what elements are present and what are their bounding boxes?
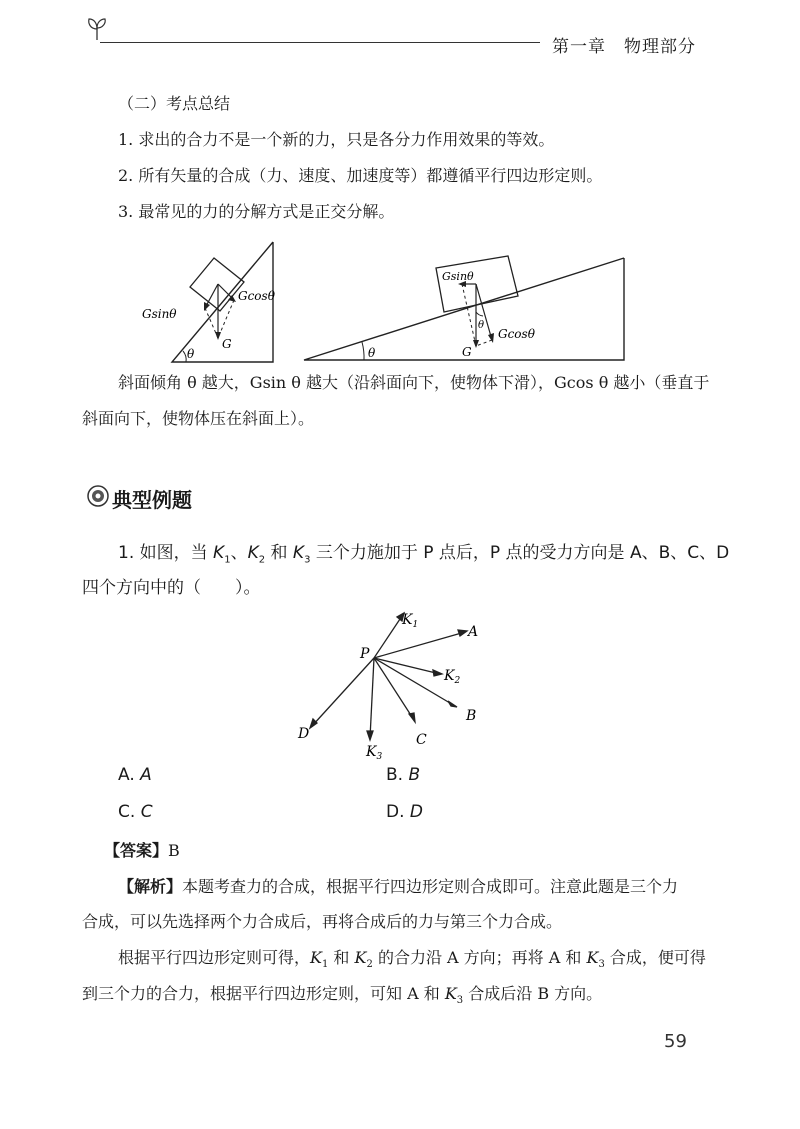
answer (104, 838, 180, 861)
option-key: C. (118, 802, 136, 822)
label-g: G (462, 345, 472, 359)
option-key: D. (386, 802, 405, 822)
option-b[interactable] (386, 765, 420, 785)
incline-note-line-1: 斜面倾角 θ 越大，Gsin θ 越大（沿斜面向下，使物体下滑），Gcos θ 越小（垂直于 (118, 373, 710, 392)
analysis-text: 到三个力的合力，根据平行四边形定则，可知 A 和 (82, 984, 445, 1003)
point-p-label: P (360, 646, 370, 662)
question-text: 三个力施加于 P 点后，P 点的受力方向是 A、B、C、D (310, 543, 730, 563)
incline-diagram-steep (140, 238, 290, 368)
label-theta-inner: θ (478, 320, 485, 331)
analysis-line-2: 合成，可以先选择两个力合成后，再将合成后的力与第三个力合成。 (82, 912, 563, 931)
summary-point-2: 2. 所有矢量的合成（力、速度、加速度等）都遵循平行四边形定则。 (118, 166, 603, 185)
examples-heading: 典型例题 (112, 488, 192, 512)
analysis-text: 合成后沿 B 方向。 (463, 984, 603, 1003)
option-value: A (140, 765, 152, 785)
option-value: C (140, 802, 153, 822)
chapter-title: 第一章 物理部分 (552, 37, 696, 57)
leaf-logo-icon (86, 16, 108, 42)
option-key: A. (118, 765, 135, 785)
answer-label: 【答案】 (104, 841, 169, 860)
k1-subscript: 1 (224, 554, 231, 566)
k1-subscript: 1 (321, 959, 329, 971)
analysis-text: 根据平行四边形定则可得， (118, 948, 311, 967)
analysis-line-4 (82, 982, 602, 1013)
label-theta: θ (187, 347, 195, 361)
analysis-line-1 (118, 875, 678, 899)
label-gsin: Gsinθ (142, 307, 177, 321)
option-c[interactable] (118, 802, 153, 822)
option-value: D (409, 802, 423, 822)
header-rule (100, 42, 540, 43)
option-key: B. (386, 765, 404, 785)
k1-symbol: K (310, 948, 322, 967)
analysis-text: 合成，便可得 (604, 948, 706, 967)
k2-symbol: K (247, 543, 259, 563)
k2-subscript: 2 (258, 554, 266, 566)
answer-value: B (168, 841, 180, 860)
option-a[interactable] (118, 765, 152, 785)
option-value: B (408, 765, 421, 785)
vector-k3 (370, 658, 374, 738)
k2-symbol: K (354, 948, 367, 967)
label-gsin: Gsinθ (442, 270, 474, 283)
analysis-label: 【解析】 (118, 877, 183, 896)
k3-symbol: K (444, 984, 457, 1003)
separator: 、 (230, 543, 248, 563)
k3-symbol: K (586, 948, 599, 967)
incline-note-line-2: 斜面向下，使物体压在斜面上）。 (82, 409, 315, 428)
summary-point-3: 3. 最常见的力的分解方式是正交分解。 (118, 202, 395, 221)
label-k1: $K_1$ (402, 612, 419, 630)
label-b: B (466, 708, 477, 724)
k3-subscript: 3 (598, 959, 605, 971)
k3-subscript: 3 (456, 995, 464, 1007)
k3-subscript: 3 (304, 554, 311, 566)
label-gcos: Gcosθ (238, 289, 275, 303)
vector-d (312, 658, 374, 726)
k3-symbol: K (292, 543, 305, 563)
vector-k2 (374, 658, 440, 674)
summary-point-1: 1. 求出的合力不是一个新的力，只是各分力作用效果的等效。 (118, 130, 555, 149)
option-d[interactable] (386, 802, 423, 822)
vector-c (374, 658, 414, 720)
label-k3: $K_3$ (366, 744, 383, 762)
label-d: D (298, 726, 310, 742)
question-line-2: 四个方向中的（ ）。 (82, 578, 261, 598)
question-line-1 (118, 541, 729, 572)
flower-icon (86, 484, 110, 508)
question-text: 1. 如图，当 (118, 543, 214, 563)
block (190, 258, 244, 311)
label-k2: $K_2$ (444, 668, 461, 686)
vector-a (374, 632, 465, 658)
analysis-text: 和 (328, 948, 355, 967)
k1-symbol: K (213, 543, 225, 563)
block (436, 256, 518, 312)
force-vector-diagram (290, 606, 500, 762)
label-theta: θ (368, 346, 376, 360)
analysis-line-3 (118, 946, 706, 977)
page-number: 59 (664, 1031, 687, 1052)
label-g: G (222, 337, 232, 351)
label-a: A (468, 624, 479, 640)
analysis-text: 的合力沿 A 方向；再将 A 和 (372, 948, 587, 967)
k2-subscript: 2 (366, 959, 373, 971)
conjunction: 和 (265, 543, 293, 563)
label-gcos: Gcosθ (498, 327, 535, 341)
vector-b (374, 658, 455, 706)
label-c: C (416, 732, 427, 748)
section-title: （二）考点总结 (118, 94, 231, 113)
incline-diagram-shallow (302, 254, 632, 366)
analysis-text: 本题考查力的合成，根据平行四边形定则合成即可。注意此题是三个力 (182, 877, 679, 896)
